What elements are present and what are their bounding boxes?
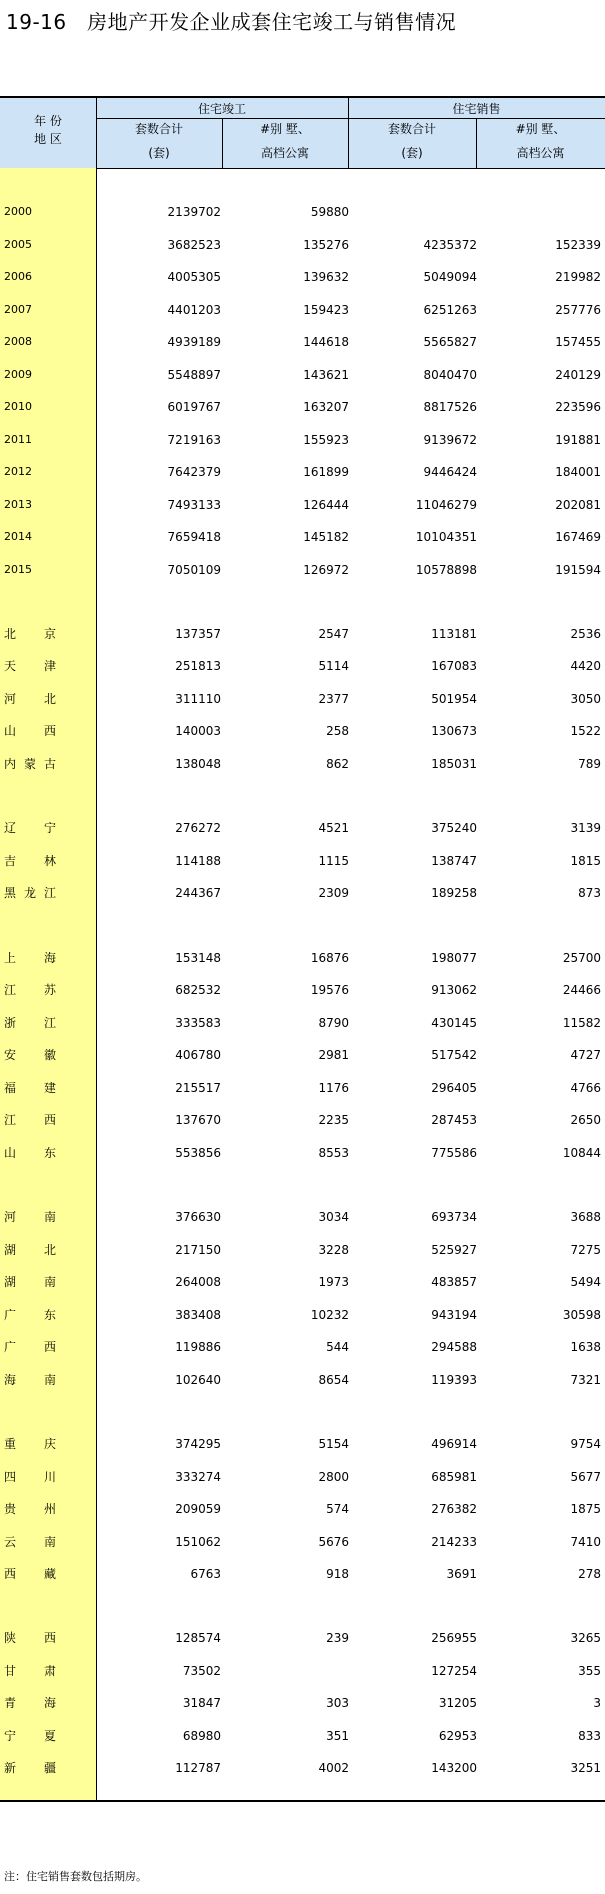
completed-total-cell: 153148 xyxy=(175,951,221,965)
row-region-label: 天津 xyxy=(4,659,56,673)
sales-total-cell: 8040470 xyxy=(423,368,477,382)
row-region-label: 海南 xyxy=(4,1373,56,1387)
completed-total-cell: 264008 xyxy=(175,1275,221,1289)
sales-total-cell: 287453 xyxy=(431,1113,477,1127)
row-region-label: 北京 xyxy=(4,627,56,641)
sales-total-cell: 138747 xyxy=(431,854,477,868)
sales-villa-cell: 1815 xyxy=(570,854,601,868)
row-year-label: 2000 xyxy=(4,205,32,218)
sales-villa-cell: 4766 xyxy=(570,1081,601,1095)
completed-total-cell: 553856 xyxy=(175,1146,221,1160)
table-row xyxy=(0,558,605,582)
sales-villa-cell: 9754 xyxy=(570,1437,601,1451)
table-row xyxy=(0,428,605,452)
table-row xyxy=(0,1432,605,1456)
completed-total-cell: 137357 xyxy=(175,627,221,641)
row-region-label: 辽宁 xyxy=(4,821,56,835)
completed-total-cell: 7659418 xyxy=(167,530,221,544)
completed-total-cell: 682532 xyxy=(175,983,221,997)
row-region-label: 上海 xyxy=(4,951,56,965)
sales-villa-cell: 191881 xyxy=(555,433,601,447)
completed-villa-cell: 126972 xyxy=(303,563,349,577)
row-region-label: 新疆 xyxy=(4,1761,56,1775)
table-row xyxy=(0,395,605,419)
completed-villa-cell: 145182 xyxy=(303,530,349,544)
completed-villa-cell: 544 xyxy=(326,1340,349,1354)
row-region-label: 陕西 xyxy=(4,1631,56,1645)
completed-villa-cell: 2547 xyxy=(318,627,349,641)
sales-villa-cell: 789 xyxy=(578,757,601,771)
completed-villa-cell: 19576 xyxy=(310,983,349,997)
sales-total-cell: 185031 xyxy=(431,757,477,771)
header-sales-villa-2: 高档公寓 xyxy=(516,146,565,160)
table-row xyxy=(0,1076,605,1100)
completed-total-cell: 333583 xyxy=(175,1016,221,1030)
completed-total-cell: 251813 xyxy=(175,659,221,673)
row-region-label: 河南 xyxy=(4,1210,56,1224)
row-region-label: 山东 xyxy=(4,1146,56,1160)
row-region-label: 重庆 xyxy=(4,1437,56,1451)
completed-villa-cell: 1115 xyxy=(318,854,349,868)
sales-villa-cell: 11582 xyxy=(562,1016,601,1030)
row-region-label: 内蒙古 xyxy=(4,757,56,771)
completed-villa-cell: 8654 xyxy=(318,1373,349,1387)
sales-total-cell: 296405 xyxy=(431,1081,477,1095)
completed-total-cell: 7642379 xyxy=(167,465,221,479)
sales-total-cell: 10104351 xyxy=(415,530,477,544)
row-year-label: 2009 xyxy=(4,368,32,381)
table-row xyxy=(0,1205,605,1229)
table-row xyxy=(0,1270,605,1294)
completed-villa-cell: 2377 xyxy=(318,692,349,706)
sales-total-cell: 525927 xyxy=(431,1243,477,1257)
table-row xyxy=(0,200,605,224)
table-row xyxy=(0,1724,605,1748)
sales-total-cell: 430145 xyxy=(431,1016,477,1030)
completed-villa-cell: 163207 xyxy=(303,400,349,414)
row-region-label: 江西 xyxy=(4,1113,56,1127)
sales-villa-cell: 167469 xyxy=(555,530,601,544)
sales-total-cell: 693734 xyxy=(431,1210,477,1224)
completed-total-cell: 5548897 xyxy=(167,368,221,382)
table-row xyxy=(0,1335,605,1359)
table-row xyxy=(0,1659,605,1683)
sales-villa-cell: 25700 xyxy=(562,951,601,965)
sales-villa-cell: 1638 xyxy=(570,1340,601,1354)
completed-total-cell: 112787 xyxy=(175,1761,221,1775)
sales-total-cell: 143200 xyxy=(431,1761,477,1775)
table-row xyxy=(0,233,605,257)
row-region-label: 广西 xyxy=(4,1340,56,1354)
sales-total-cell: 189258 xyxy=(431,886,477,900)
completed-total-cell: 7050109 xyxy=(167,563,221,577)
completed-total-cell: 114188 xyxy=(175,854,221,868)
row-region-label: 宁夏 xyxy=(4,1729,56,1743)
sales-villa-cell: 355 xyxy=(578,1664,601,1678)
table-row xyxy=(0,654,605,678)
sales-villa-cell: 184001 xyxy=(555,465,601,479)
completed-villa-cell: 2235 xyxy=(318,1113,349,1127)
completed-villa-cell: 5154 xyxy=(318,1437,349,1451)
table-row xyxy=(0,1011,605,1035)
completed-villa-cell: 5676 xyxy=(318,1535,349,1549)
table-row xyxy=(0,525,605,549)
page-title: 19-16 房地产开发企业成套住宅竣工与销售情况 xyxy=(6,10,457,34)
sales-villa-cell: 7275 xyxy=(570,1243,601,1257)
completed-villa-cell: 3034 xyxy=(318,1210,349,1224)
sales-villa-cell: 278 xyxy=(578,1567,601,1581)
completed-villa-cell: 239 xyxy=(326,1631,349,1645)
completed-total-cell: 128574 xyxy=(175,1631,221,1645)
table-row xyxy=(0,460,605,484)
table-row xyxy=(0,881,605,905)
completed-total-cell: 6019767 xyxy=(167,400,221,414)
completed-villa-cell: 10232 xyxy=(310,1308,349,1322)
sales-total-cell: 62953 xyxy=(438,1729,477,1743)
completed-total-cell: 383408 xyxy=(175,1308,221,1322)
completed-villa-cell: 862 xyxy=(326,757,349,771)
sales-total-cell: 276382 xyxy=(431,1502,477,1516)
row-year-label: 2006 xyxy=(4,270,32,283)
sales-total-cell: 5049094 xyxy=(423,270,477,284)
sales-villa-cell: 191594 xyxy=(555,563,601,577)
row-region-label: 湖南 xyxy=(4,1275,56,1289)
sales-total-cell: 375240 xyxy=(431,821,477,835)
sales-total-cell: 167083 xyxy=(431,659,477,673)
header-sales-unit: (套) xyxy=(401,146,423,160)
sales-total-cell: 4235372 xyxy=(423,238,477,252)
sales-villa-cell: 3688 xyxy=(570,1210,601,1224)
completed-total-cell: 138048 xyxy=(175,757,221,771)
header-divider xyxy=(348,98,349,168)
table-row xyxy=(0,1756,605,1780)
completed-villa-cell: 2800 xyxy=(318,1470,349,1484)
sales-villa-cell: 3265 xyxy=(570,1631,601,1645)
header-completed-villa-2: 高档公寓 xyxy=(260,146,309,160)
completed-villa-cell: 159423 xyxy=(303,303,349,317)
completed-total-cell: 4401203 xyxy=(167,303,221,317)
sales-total-cell: 9139672 xyxy=(423,433,477,447)
completed-total-cell: 68980 xyxy=(182,1729,221,1743)
completed-villa-cell: 8790 xyxy=(318,1016,349,1030)
completed-villa-cell: 2981 xyxy=(318,1048,349,1062)
table-row xyxy=(0,493,605,517)
sales-villa-cell: 30598 xyxy=(562,1308,601,1322)
table-row xyxy=(0,946,605,970)
table-row xyxy=(0,816,605,840)
table-row xyxy=(0,1043,605,1067)
row-region-label: 河北 xyxy=(4,692,56,706)
sales-total-cell: 9446424 xyxy=(423,465,477,479)
row-year-label: 2013 xyxy=(4,498,32,511)
sales-total-cell: 517542 xyxy=(431,1048,477,1062)
completed-villa-cell: 351 xyxy=(326,1729,349,1743)
sales-total-cell: 256955 xyxy=(431,1631,477,1645)
sales-villa-cell: 3 xyxy=(593,1696,601,1710)
sales-villa-cell: 7321 xyxy=(570,1373,601,1387)
sales-villa-cell: 2536 xyxy=(570,627,601,641)
header-sales-villa-1: #别 墅、 xyxy=(515,122,566,136)
completed-villa-cell: 303 xyxy=(326,1696,349,1710)
table-row xyxy=(0,622,605,646)
sales-villa-cell: 4727 xyxy=(570,1048,601,1062)
completed-total-cell: 31847 xyxy=(182,1696,221,1710)
sales-total-cell: 775586 xyxy=(431,1146,477,1160)
table-row xyxy=(0,363,605,387)
table-row xyxy=(0,1368,605,1392)
sales-total-cell: 501954 xyxy=(431,692,477,706)
table-row xyxy=(0,978,605,1002)
completed-total-cell: 2139702 xyxy=(167,205,221,219)
sales-villa-cell: 3251 xyxy=(570,1761,601,1775)
sales-villa-cell: 219982 xyxy=(555,270,601,284)
sales-villa-cell: 4420 xyxy=(570,659,601,673)
sales-villa-cell: 257776 xyxy=(555,303,601,317)
header-completed-villa-1: #别 墅、 xyxy=(260,122,310,136)
row-region-label: 吉林 xyxy=(4,854,56,868)
footnote: 注：住宅销售套数包括期房。 xyxy=(4,1870,147,1883)
sales-villa-cell: 7410 xyxy=(570,1535,601,1549)
table-row xyxy=(0,687,605,711)
header-divider xyxy=(222,118,223,168)
completed-total-cell: 73502 xyxy=(182,1664,221,1678)
completed-total-cell: 140003 xyxy=(175,724,221,738)
row-region-label: 安徽 xyxy=(4,1048,56,1062)
header-sales-total: 套数合计 xyxy=(387,122,436,136)
sales-total-cell: 11046279 xyxy=(415,498,477,512)
table-row xyxy=(0,1238,605,1262)
completed-villa-cell: 59880 xyxy=(310,205,349,219)
sales-total-cell: 685981 xyxy=(431,1470,477,1484)
header-completed-group: 住宅竣工 xyxy=(197,102,246,116)
sales-total-cell: 31205 xyxy=(438,1696,477,1710)
table-row xyxy=(0,298,605,322)
header-divider xyxy=(476,118,477,168)
sales-villa-cell: 3050 xyxy=(570,692,601,706)
completed-total-cell: 374295 xyxy=(175,1437,221,1451)
row-year-label: 2015 xyxy=(4,563,32,576)
row-year-label: 2014 xyxy=(4,530,32,543)
completed-total-cell: 244367 xyxy=(175,886,221,900)
header-year-label: 年 份 xyxy=(34,114,62,128)
sales-villa-cell: 202081 xyxy=(555,498,601,512)
table-bottom-rule xyxy=(0,1800,605,1802)
row-year-label: 2007 xyxy=(4,303,32,316)
row-year-label: 2010 xyxy=(4,400,32,413)
sales-total-cell: 214233 xyxy=(431,1535,477,1549)
row-region-label: 西藏 xyxy=(4,1567,56,1581)
completed-villa-cell: 135276 xyxy=(303,238,349,252)
table-row xyxy=(0,1562,605,1586)
completed-villa-cell: 1176 xyxy=(318,1081,349,1095)
sales-total-cell: 3691 xyxy=(446,1567,477,1581)
completed-villa-cell: 5114 xyxy=(318,659,349,673)
completed-villa-cell: 8553 xyxy=(318,1146,349,1160)
sales-total-cell: 119393 xyxy=(431,1373,477,1387)
completed-total-cell: 7219163 xyxy=(167,433,221,447)
table-row xyxy=(0,719,605,743)
table-header xyxy=(0,98,605,168)
sales-total-cell: 5565827 xyxy=(423,335,477,349)
sales-total-cell: 127254 xyxy=(431,1664,477,1678)
completed-villa-cell: 3228 xyxy=(318,1243,349,1257)
header-completed-unit: (套) xyxy=(148,146,170,160)
header-divider xyxy=(222,118,348,119)
header-sales-group: 住宅销售 xyxy=(452,102,501,116)
sales-villa-cell: 1875 xyxy=(570,1502,601,1516)
completed-total-cell: 215517 xyxy=(175,1081,221,1095)
completed-total-cell: 151062 xyxy=(175,1535,221,1549)
sales-villa-cell: 873 xyxy=(578,886,601,900)
completed-total-cell: 311110 xyxy=(175,692,221,706)
sales-villa-cell: 5494 xyxy=(570,1275,601,1289)
sales-villa-cell: 152339 xyxy=(555,238,601,252)
sales-villa-cell: 223596 xyxy=(555,400,601,414)
sales-total-cell: 943194 xyxy=(431,1308,477,1322)
completed-total-cell: 406780 xyxy=(175,1048,221,1062)
completed-villa-cell: 918 xyxy=(326,1567,349,1581)
completed-total-cell: 276272 xyxy=(175,821,221,835)
sales-villa-cell: 10844 xyxy=(562,1146,601,1160)
completed-villa-cell: 161899 xyxy=(303,465,349,479)
row-region-label: 湖北 xyxy=(4,1243,56,1257)
row-region-label: 江苏 xyxy=(4,983,56,997)
sales-total-cell: 8817526 xyxy=(423,400,477,414)
sales-villa-cell: 833 xyxy=(578,1729,601,1743)
completed-total-cell: 102640 xyxy=(175,1373,221,1387)
row-region-label: 贵州 xyxy=(4,1502,56,1516)
completed-total-cell: 333274 xyxy=(175,1470,221,1484)
header-completed-total: 套数合计 xyxy=(134,122,183,136)
row-region-label: 浙江 xyxy=(4,1016,56,1030)
row-year-label: 2011 xyxy=(4,433,32,446)
sales-total-cell: 113181 xyxy=(431,627,477,641)
table-row xyxy=(0,265,605,289)
table-row xyxy=(0,1626,605,1650)
completed-villa-cell: 4521 xyxy=(318,821,349,835)
header-region-label: 地 区 xyxy=(34,132,62,146)
completed-total-cell: 217150 xyxy=(175,1243,221,1257)
row-region-label: 青海 xyxy=(4,1696,56,1710)
table-row xyxy=(0,1691,605,1715)
row-region-label: 广东 xyxy=(4,1308,56,1322)
completed-total-cell: 376630 xyxy=(175,1210,221,1224)
sales-total-cell: 496914 xyxy=(431,1437,477,1451)
sales-villa-cell: 24466 xyxy=(562,983,601,997)
table-row xyxy=(0,1303,605,1327)
completed-villa-cell: 1973 xyxy=(318,1275,349,1289)
sales-total-cell: 294588 xyxy=(431,1340,477,1354)
completed-total-cell: 209059 xyxy=(175,1502,221,1516)
row-region-label: 四川 xyxy=(4,1470,56,1484)
completed-total-cell: 7493133 xyxy=(167,498,221,512)
completed-villa-cell: 258 xyxy=(326,724,349,738)
sales-villa-cell: 157455 xyxy=(555,335,601,349)
completed-total-cell: 4939189 xyxy=(167,335,221,349)
sales-total-cell: 198077 xyxy=(431,951,477,965)
completed-villa-cell: 16876 xyxy=(310,951,349,965)
row-region-label: 福建 xyxy=(4,1081,56,1095)
header-divider xyxy=(96,118,605,119)
row-region-label: 山西 xyxy=(4,724,56,738)
completed-villa-cell: 144618 xyxy=(303,335,349,349)
sales-villa-cell: 1522 xyxy=(570,724,601,738)
completed-total-cell: 119886 xyxy=(175,1340,221,1354)
completed-villa-cell: 4002 xyxy=(318,1761,349,1775)
table-row xyxy=(0,849,605,873)
table-row xyxy=(0,1465,605,1489)
row-year-label: 2012 xyxy=(4,465,32,478)
completed-total-cell: 3682523 xyxy=(167,238,221,252)
sales-villa-cell: 5677 xyxy=(570,1470,601,1484)
table-row xyxy=(0,1108,605,1132)
sales-total-cell: 6251263 xyxy=(423,303,477,317)
completed-villa-cell: 574 xyxy=(326,1502,349,1516)
sales-total-cell: 130673 xyxy=(431,724,477,738)
sales-total-cell: 913062 xyxy=(431,983,477,997)
completed-total-cell: 4005305 xyxy=(167,270,221,284)
row-region-label: 黑龙江 xyxy=(4,886,56,900)
table-row xyxy=(0,752,605,776)
completed-total-cell: 6763 xyxy=(190,1567,221,1581)
table-row xyxy=(0,1141,605,1165)
completed-villa-cell: 143621 xyxy=(303,368,349,382)
row-region-label: 甘肃 xyxy=(4,1664,56,1678)
sales-total-cell: 10578898 xyxy=(415,563,477,577)
sales-villa-cell: 3139 xyxy=(570,821,601,835)
completed-villa-cell: 2309 xyxy=(318,886,349,900)
completed-villa-cell: 126444 xyxy=(303,498,349,512)
sales-villa-cell: 240129 xyxy=(555,368,601,382)
row-year-label: 2005 xyxy=(4,238,32,251)
table-row xyxy=(0,1497,605,1521)
completed-total-cell: 137670 xyxy=(175,1113,221,1127)
sales-villa-cell: 2650 xyxy=(570,1113,601,1127)
completed-villa-cell: 139632 xyxy=(303,270,349,284)
table-row xyxy=(0,1530,605,1554)
sales-total-cell: 483857 xyxy=(431,1275,477,1289)
row-year-label: 2008 xyxy=(4,335,32,348)
completed-villa-cell: 155923 xyxy=(303,433,349,447)
table-row xyxy=(0,330,605,354)
row-region-label: 云南 xyxy=(4,1535,56,1549)
